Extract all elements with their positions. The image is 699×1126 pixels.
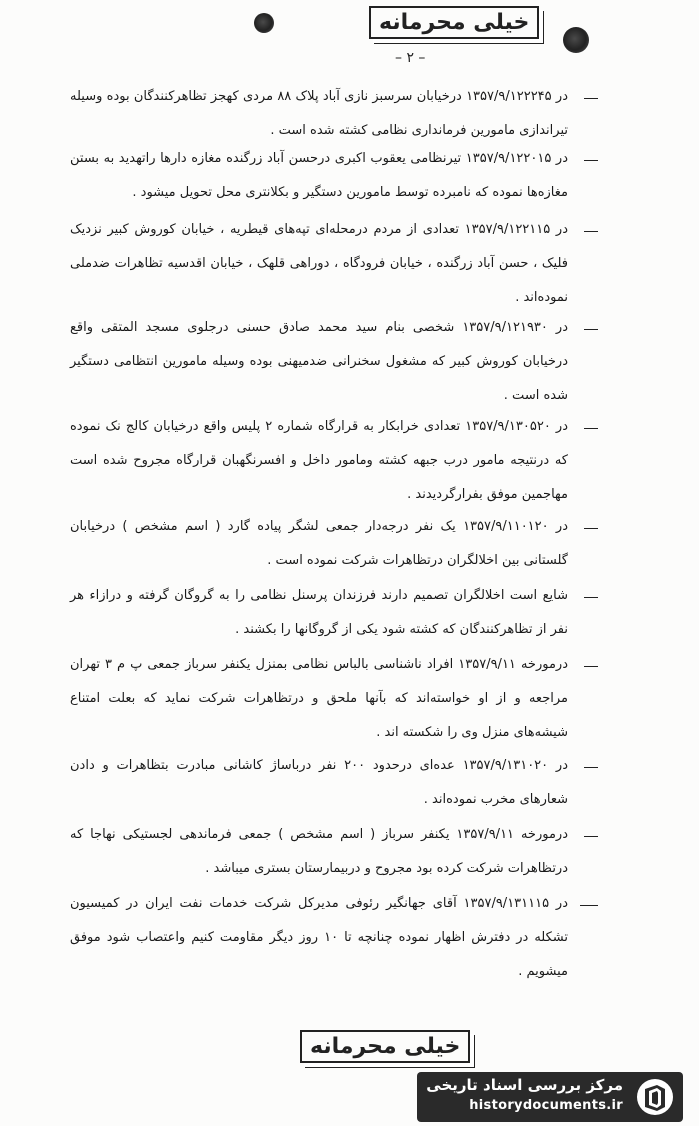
archive-logo-icon bbox=[635, 1077, 675, 1117]
punch-hole-icon bbox=[563, 27, 589, 53]
entry-bullet bbox=[580, 905, 598, 906]
entry-11: در ۱۳۵۷/۹/۱۳۱۱۱۵ آقای جهانگیر رئوفی مدیرکل شرکت خدمات نفت ایران در کمیسیون تشکله در دفترش اظهار نموده چنانچه تا ۱۰ روز دیگر مقاومت کنیم واعتصاب شود موفق میشویم . bbox=[70, 896, 569, 979]
entry-bullet bbox=[584, 597, 598, 598]
entry-9: در ۱۳۵۷/۹/۱۳۱۰۲۰ عده‌ای درحدود ۲۰۰ نفر درباساژ کاشانی مبادرت بتظاهرات و دادن شعارهای مخرب نموده‌اند . bbox=[70, 758, 568, 807]
watermark-url: historydocuments.ir bbox=[469, 1098, 623, 1113]
entry-bullet bbox=[584, 666, 598, 667]
entry-4: در ۱۳۵۷/۹/۱۲۱۹۳۰ شخصی بنام سید محمد صادق حسنی درجلوی مسجد المتقی واقع درخیابان کوروش کبیر که مشغول سخنرانی ضدمیهنی بوده وسیله مامورین انتظامی دستگیر شده است . bbox=[70, 320, 568, 403]
watermark-title: مرکز بررسی اسناد تاریخی bbox=[426, 1076, 623, 1094]
entry-6: در ۱۳۵۷/۹/۱۱۰۱۲۰ یک نفر درجه‌دار جمعی لشگر پیاده گارد ( اسم مشخص ) درخیابان گلستانی بین اخلالگران درتظاهرات شرکت نموده است . bbox=[70, 519, 568, 568]
entry-5: در ۱۳۵۷/۹/۱۳۰۵۲۰ تعدادی خرابکار به قرارگاه شماره ۲ پلیس واقع درخیابان کالج نک نموده که درنتیجه مامور درب جبهه کشته ومامور داخل و افسرنگهبان قرارگاه مجروح شده است مهاجمین موفق بفرارگردیدند . bbox=[70, 419, 568, 502]
entry-bullet bbox=[584, 428, 598, 429]
page-number: – ۲ – bbox=[395, 50, 426, 66]
entry-8: درمورخه ۱۳۵۷/۹/۱۱ افراد ناشناسی بالباس نظامی بمنزل یکنفر سرباز جمعی پ م ۳ تهران مراجعه و از او خواسته‌اند که بآنها ملحق و درتظاهرات شرکت نماید که بعلت امتناع شیشه‌های منزل وی را شکسته اند . bbox=[70, 657, 568, 740]
entry-2: در ۱۳۵۷/۹/۱۲۲۰۱۵ تیرنظامی یعقوب اکبری درحسن آباد زرگنده مغازه دارها راتهدید به بستن مغازه‌ها نموده که نامبرده توسط مامورین دستگیر و بکلانتری محل تحویل میشود . bbox=[70, 151, 568, 200]
entry-bullet bbox=[584, 528, 598, 529]
entry-7: شایع است اخلالگران تصمیم دارند فرزندان پرسنل نظامی را به گروگان گرفته و درازاء هر نفر از تظاهرکنندگان که کشته شود یکی از گروگانها را بکشند . bbox=[70, 588, 568, 637]
entry-10: درمورخه ۱۳۵۷/۹/۱۱ یکنفر سرباز ( اسم مشخص ) جمعی فرماندهی لجستیکی نهاجا که درتظاهرات شرکت کرده بود مجروح و دربیمارستان بستری میباشد . bbox=[70, 827, 568, 876]
entry-bullet bbox=[584, 160, 598, 161]
entry-3: در ۱۳۵۷/۹/۱۲۲۱۱۵ تعدادی از مردم درمحله‌ای تپه‌های قیطریه ، خیابان کوروش کبیر نزدیک فلیک ، حسن آباد زرگنده ، خیابان فرودگاه ، دوراهی قلهک ، خیابان اقدسیه تظاهرات ضدملی نموده‌اند . bbox=[70, 222, 568, 305]
classification-stamp-top: خیلی محرمانه bbox=[369, 6, 539, 39]
entry-bullet bbox=[584, 98, 598, 99]
entry-bullet bbox=[584, 767, 598, 768]
entry-bullet bbox=[584, 231, 598, 232]
classification-stamp-bottom: خیلی محرمانه bbox=[300, 1030, 470, 1063]
entry-1: در ۱۳۵۷/۹/۱۲۲۲۴۵ درخیابان سرسبز نازی آباد پلاک ۸۸ مردی کهجز تظاهرکنندگان بوده وسیله تیراندازی مامورین فرمانداری نظامی کشته شده است . bbox=[70, 89, 568, 138]
punch-hole-icon bbox=[254, 13, 274, 33]
entry-bullet bbox=[584, 836, 598, 837]
entry-bullet bbox=[584, 329, 598, 330]
archive-watermark bbox=[417, 1072, 683, 1122]
